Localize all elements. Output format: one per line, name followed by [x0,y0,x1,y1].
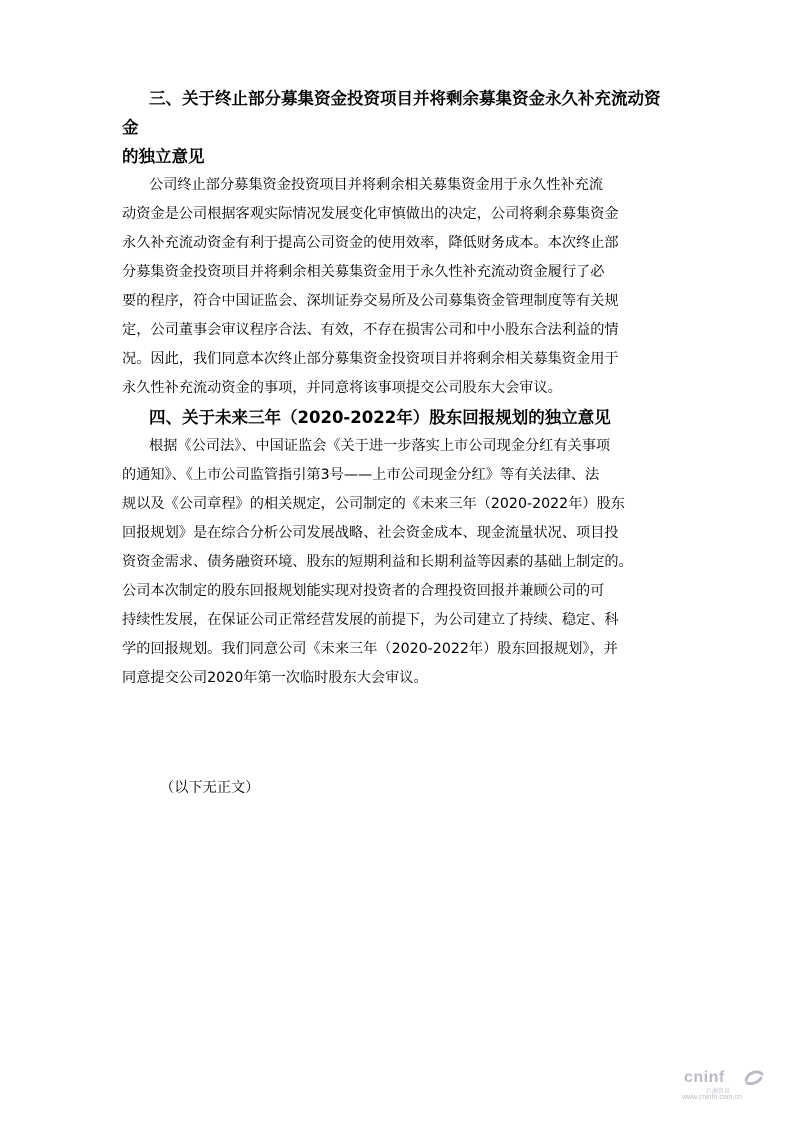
paragraph-line: 永久性补充流动资金的事项，并同意将该事项提交公司股东大会审议。 [122,380,562,396]
section-3-heading-line-1: 三、关于终止部分募集资金投资项目并将剩余募集资金永久补充流动资金 [122,89,661,137]
paragraph-line: 回报规划》是在综合分析公司发展战略、社会资金成本、现金流量状况、项目投 [122,525,619,541]
paragraph-line: 的通知》、《上市公司监管指引第3号——上市公司现金分红》等有关法律、法 [122,467,600,483]
paragraph-line: 要的程序，符合中国证监会、深圳证券交易所及公司募集资金管理制度等有关规 [122,293,619,309]
paragraph-line: 公司终止部分募集资金投资项目并将剩余相关募集资金用于永久性补充流 [149,177,604,193]
section-3-heading-line-2: 的独立意见 [122,147,205,166]
paragraph-line: 学的回报规划。我们同意公司《未来三年（2020-2022年）股东回报规划》，并 [122,641,618,657]
paragraph-line: 持续性发展，在保证公司正常经营发展的前提下，为公司建立了持续、稳定、科 [122,612,619,628]
paragraph-line: 定，公司董事会审议程序合法、有效，不存在损害公司和中小股东合法利益的情 [122,322,619,338]
document-body [122,84,667,693]
section-4-paragraph [122,432,667,693]
paragraph-line: 况。因此，我们同意本次终止部分募集资金投资项目并将剩余相关募集资金用于 [122,351,619,367]
section-3-paragraph [122,171,667,403]
cninfo-swirl-icon [744,1070,764,1086]
logo-url: www.cninfo.com.cn [682,1094,742,1101]
section-4-heading: 四、关于未来三年（2020-2022年）股东回报规划的独立意见 [149,408,611,427]
logo-wordmark: cninf [684,1069,725,1086]
paragraph-line: 资资金需求、债务融资环境、股东的短期利益和长期利益等因素的基础上制定的。 [122,554,633,570]
paragraph-line: 分募集资金投资项目并将剩余相关募集资金用于永久性补充流动资金履行了必 [122,264,605,280]
closing-note: （以下无正文） [160,780,260,796]
paragraph-line: 公司本次制定的股东回报规划能实现对投资者的合理投资回报并兼顾公司的可 [122,583,605,599]
paragraph-line: 规以及《公司章程》的相关规定，公司制定的《未来三年（2020-2022年）股东 [122,496,625,512]
paragraph-line: 根据《公司法》、中国证监会《关于进一步落实上市公司现金分红有关事项 [149,438,611,454]
logo-chinese-name: 巨潮资讯 [706,1088,731,1095]
paragraph-line: 永久补充流动资金有利于提高公司资金的使用效率，降低财务成本。本次终止部 [122,235,619,251]
cninfo-logo [682,1069,772,1103]
paragraph-line: 动资金是公司根据客观实际情况发展变化审慎做出的决定，公司将剩余募集资金 [122,206,619,222]
paragraph-line: 同意提交公司2020年第一次临时股东大会审议。 [122,670,428,686]
